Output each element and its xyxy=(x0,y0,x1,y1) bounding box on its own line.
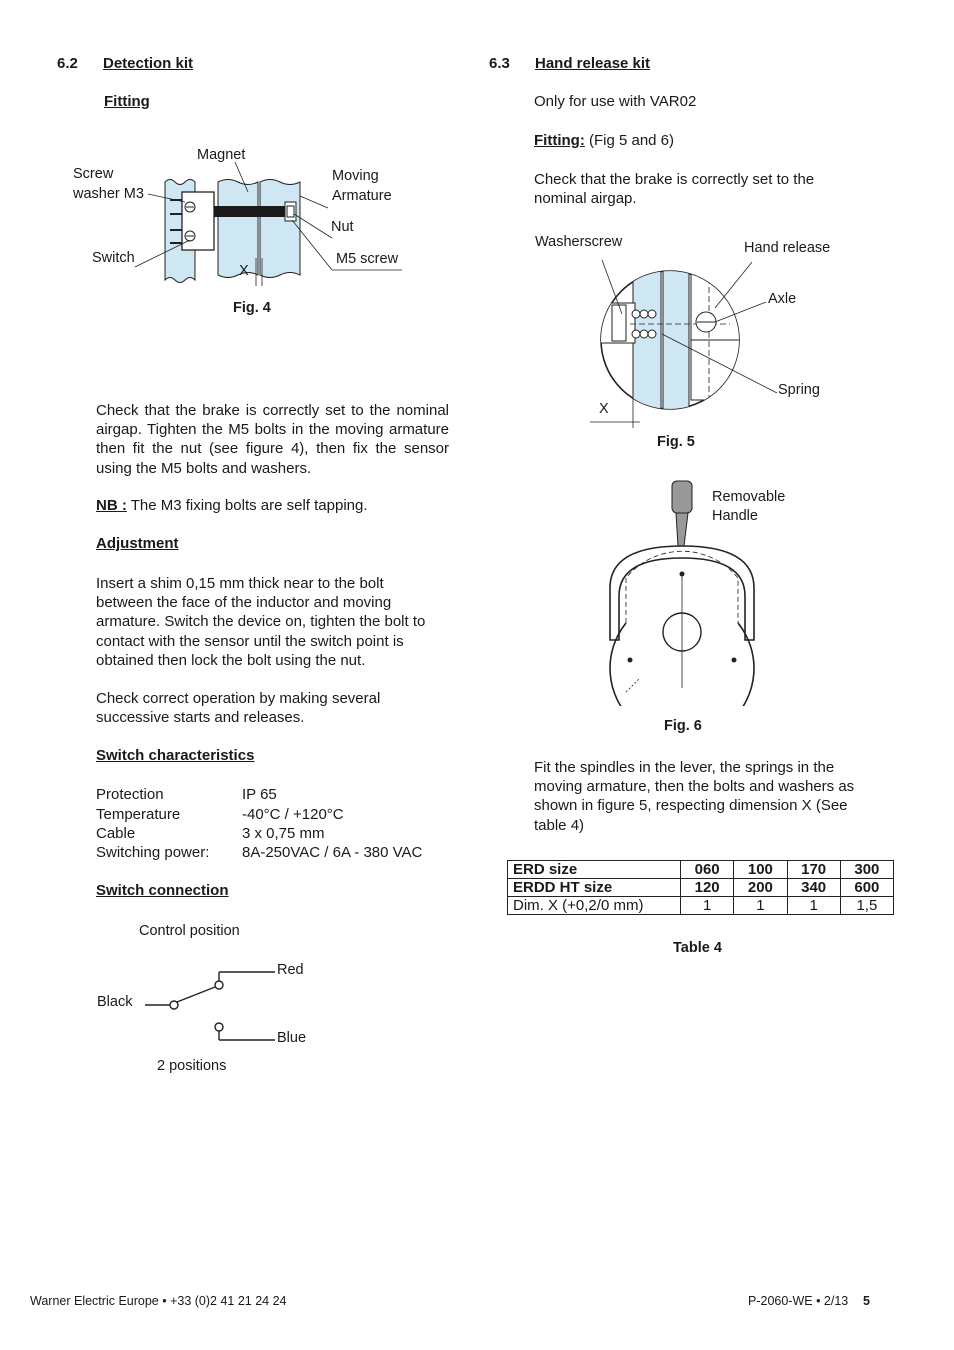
switch-characteristics-heading: Switch characteristics xyxy=(96,747,255,764)
table-cell: 600 xyxy=(840,879,893,897)
fig5-label-washerscrew: Washerscrew xyxy=(535,234,623,250)
fig5-label-spring: Spring xyxy=(778,382,820,398)
table-cell: 340 xyxy=(787,879,840,897)
switch-diagram-black: Black xyxy=(97,994,133,1010)
footer-doc-ref: P-2060-WE • 2/13 xyxy=(748,1294,849,1308)
table-cell: 120 xyxy=(681,879,734,897)
fig6-label-removable: Removable xyxy=(712,489,786,505)
table-cell: ERD size xyxy=(508,861,681,879)
only-for-note: Only for use with VAR02 xyxy=(534,93,697,110)
spec-value: -40°C / +120°C xyxy=(242,806,344,823)
adjustment-heading: Adjustment xyxy=(96,535,179,552)
nb-note xyxy=(96,497,368,514)
fig4-label-nut: Nut xyxy=(331,219,354,235)
table-cell: 1 xyxy=(734,897,787,915)
spec-label: Cable xyxy=(96,825,136,842)
spec-value: IP 65 xyxy=(242,786,277,803)
check-airgap-paragraph: Check that the brake is correctly set to the nominal airgap. xyxy=(534,171,815,208)
fitting-label: Fitting: xyxy=(534,132,585,149)
table-cell: 1 xyxy=(787,897,840,915)
table-row xyxy=(508,897,894,915)
spec-label: Switching power: xyxy=(96,844,210,861)
switch-diagram-positions: 2 positions xyxy=(157,1058,227,1074)
fitting-heading: Fitting xyxy=(104,93,150,110)
fig5-caption: Fig. 5 xyxy=(657,434,695,450)
table-row xyxy=(508,879,894,897)
fig4-label-moving: Moving xyxy=(332,168,379,184)
table-cell: 300 xyxy=(840,861,893,879)
spec-value: 3 x 0,75 mm xyxy=(242,825,325,842)
section-number-6-3: 6.3 xyxy=(489,55,510,72)
table-cell: 170 xyxy=(787,861,840,879)
fig5-label-hand-release: Hand release xyxy=(744,240,831,256)
spec-label: Protection xyxy=(96,786,164,803)
check-operation-paragraph: Check correct operation by making several successive starts and releases. xyxy=(96,690,381,727)
figure-5-hand-release-diagram xyxy=(580,250,830,430)
section-title-hand-release-kit: Hand release kit xyxy=(535,55,651,72)
spec-label: Temperature xyxy=(96,806,181,823)
fig6-caption: Fig. 6 xyxy=(664,718,702,734)
fitting-paragraph: Check that the brake is correctly set to the nominal airgap. Tighten the M5 bolts in the moving armature then fit the nut (see figure 4), then fix the sensor using the M5 bolts and washers. xyxy=(96,402,449,477)
table-cell: 100 xyxy=(734,861,787,879)
page-number: 5 xyxy=(863,1294,870,1308)
adjustment-paragraph: Insert a shim 0,15 mm thick near to the bolt between the face of the inductor and moving armature. Switch the device on, tighten the bolt to contact with the sensor until the switch point is obtained then lock the bolt using the nut. xyxy=(96,575,426,669)
table-cell: Dim. X (+0,2/0 mm) xyxy=(508,897,681,915)
fig4-label-armature: Armature xyxy=(332,188,392,204)
table-cell: 060 xyxy=(681,861,734,879)
switch-diagram-red: Red xyxy=(277,962,304,978)
fig4-label-screw: Screw xyxy=(73,166,114,182)
fit-spindles-paragraph: Fit the spindles in the lever, the springs in the moving armature, then the bolts and washers as shown in figure 5, respecting dimension X (See table 4) xyxy=(534,759,855,834)
table-cell: 200 xyxy=(734,879,787,897)
nb-label: NB : xyxy=(96,497,127,514)
table-4-dimensions xyxy=(507,860,894,915)
footer-company: Warner Electric Europe • +33 (0)2 41 21 24 24 xyxy=(30,1294,287,1308)
table-cell: 1,5 xyxy=(840,897,893,915)
nb-text: The M3 fixing bolts are self tapping. xyxy=(126,497,368,514)
switch-connection-diagram xyxy=(140,960,280,1050)
fig4-label-m5-screw: M5 screw xyxy=(336,251,399,267)
fitting-ref: (Fig 5 and 6) xyxy=(584,132,675,149)
fig4-label-switch: Switch xyxy=(92,250,135,266)
fig4-label-x: X xyxy=(239,263,249,279)
switch-diagram-blue: Blue xyxy=(277,1030,307,1046)
table-cell: ERDD HT size xyxy=(508,879,681,897)
fitting-reference xyxy=(534,132,674,149)
switch-diagram-control-position: Control position xyxy=(139,923,240,939)
fig4-label-magnet: Magnet xyxy=(197,147,246,163)
fig6-label-handle: Handle xyxy=(712,508,758,524)
section-title-detection-kit: Detection kit xyxy=(103,55,194,72)
fig4-caption: Fig. 4 xyxy=(233,300,271,316)
fig5-label-axle: Axle xyxy=(768,291,797,307)
table-4-caption: Table 4 xyxy=(673,940,722,956)
table-row xyxy=(508,861,894,879)
fig4-label-washer-m3: washer M3 xyxy=(73,186,144,202)
table-cell: 1 xyxy=(681,897,734,915)
spec-value: 8A-250VAC / 6A - 380 VAC xyxy=(242,844,423,861)
switch-connection-heading: Switch connection xyxy=(96,882,229,899)
section-number-6-2: 6.2 xyxy=(57,55,78,72)
fig5-label-x: X xyxy=(599,401,609,417)
